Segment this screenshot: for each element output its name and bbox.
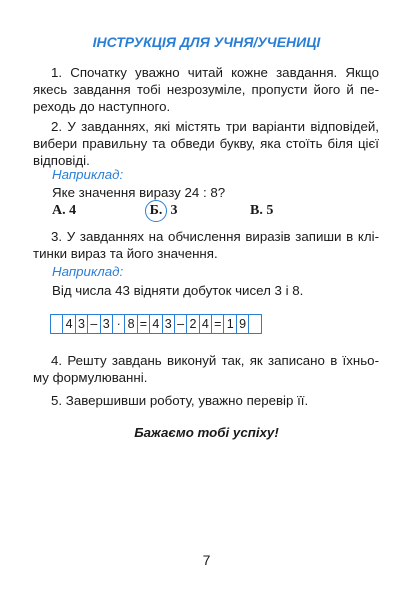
option-a-letter: А. bbox=[52, 203, 66, 218]
grid-cell: 1 bbox=[224, 314, 236, 334]
good-luck-wish: Бажаємо тобі успіху! bbox=[134, 425, 279, 440]
grid-cell: 4 bbox=[200, 314, 212, 334]
grid-cell: 4 bbox=[63, 314, 75, 334]
grid-cell: 3 bbox=[163, 314, 175, 334]
grid-cell: 2 bbox=[187, 314, 199, 334]
option-c bbox=[250, 203, 273, 219]
grid-cell bbox=[51, 314, 63, 334]
grid-cell: 4 bbox=[150, 314, 162, 334]
instruction-item-3 bbox=[33, 228, 379, 262]
grid-cell: 3 bbox=[101, 314, 113, 334]
example-1-question: Яке значення виразу 24 : 8? bbox=[52, 185, 226, 200]
grid-cell: = bbox=[138, 314, 150, 334]
instruction-item-5 bbox=[33, 392, 379, 409]
item-3-line-1: 3. У завданнях на обчислення виразів запиши в клі- bbox=[51, 229, 379, 244]
instruction-item-4 bbox=[33, 352, 379, 386]
grid-cell: · bbox=[113, 314, 125, 334]
option-c-letter: В. bbox=[250, 203, 263, 218]
grid-cell: – bbox=[175, 314, 187, 334]
item-1-line-2: якесь завдання тобі незрозуміле, пропусти його й пе- bbox=[33, 82, 379, 97]
option-b-value: 3 bbox=[170, 203, 178, 218]
item-4-line-2: му формулюванні. bbox=[33, 370, 148, 385]
item-4-line-1: 4. Решту завдань виконуй так, як записано в їхньо- bbox=[51, 353, 379, 368]
option-a bbox=[52, 203, 76, 219]
item-2-line-3: відповіді. bbox=[33, 153, 90, 168]
grid-cell: 3 bbox=[76, 314, 88, 334]
grid-cell: – bbox=[88, 314, 100, 334]
grid-cell: = bbox=[212, 314, 224, 334]
answer-grid bbox=[50, 314, 262, 334]
option-c-value: 5 bbox=[266, 203, 274, 218]
instruction-item-2 bbox=[33, 118, 379, 169]
example-label-2: Наприклад: bbox=[52, 264, 124, 279]
page-title: ІНСТРУКЦІЯ ДЛЯ УЧНЯ/УЧЕНИЦІ bbox=[92, 34, 321, 50]
item-1-line-3: реходь до наступного. bbox=[33, 99, 171, 114]
grid-cell bbox=[249, 314, 261, 334]
item-3-line-2: тинки вираз та його значення. bbox=[33, 246, 218, 261]
item-2-line-1: 2. У завданнях, які містять три варіанти відповідей, bbox=[51, 119, 379, 134]
grid-cell: 8 bbox=[125, 314, 137, 334]
item-2-line-2: вибери правильну та обведи букву, яка стоїть біля цієї bbox=[33, 136, 379, 151]
item-5-line-1: 5. Завершивши роботу, уважно перевір її. bbox=[51, 393, 309, 408]
option-b bbox=[145, 203, 178, 222]
option-a-value: 4 bbox=[69, 203, 77, 218]
example-2-text: Від числа 43 відняти добуток чисел 3 і 8. bbox=[52, 283, 304, 298]
grid-cell: 9 bbox=[237, 314, 249, 334]
item-1-line-1: 1. Спочатку уважно читай кожне завдання. Якщо bbox=[51, 65, 379, 80]
answer-options bbox=[52, 203, 382, 223]
option-b-letter-circled: Б. bbox=[145, 200, 167, 222]
page-number: 7 bbox=[202, 552, 211, 568]
example-label-1: Наприклад: bbox=[52, 167, 124, 182]
instruction-item-1 bbox=[33, 64, 379, 115]
